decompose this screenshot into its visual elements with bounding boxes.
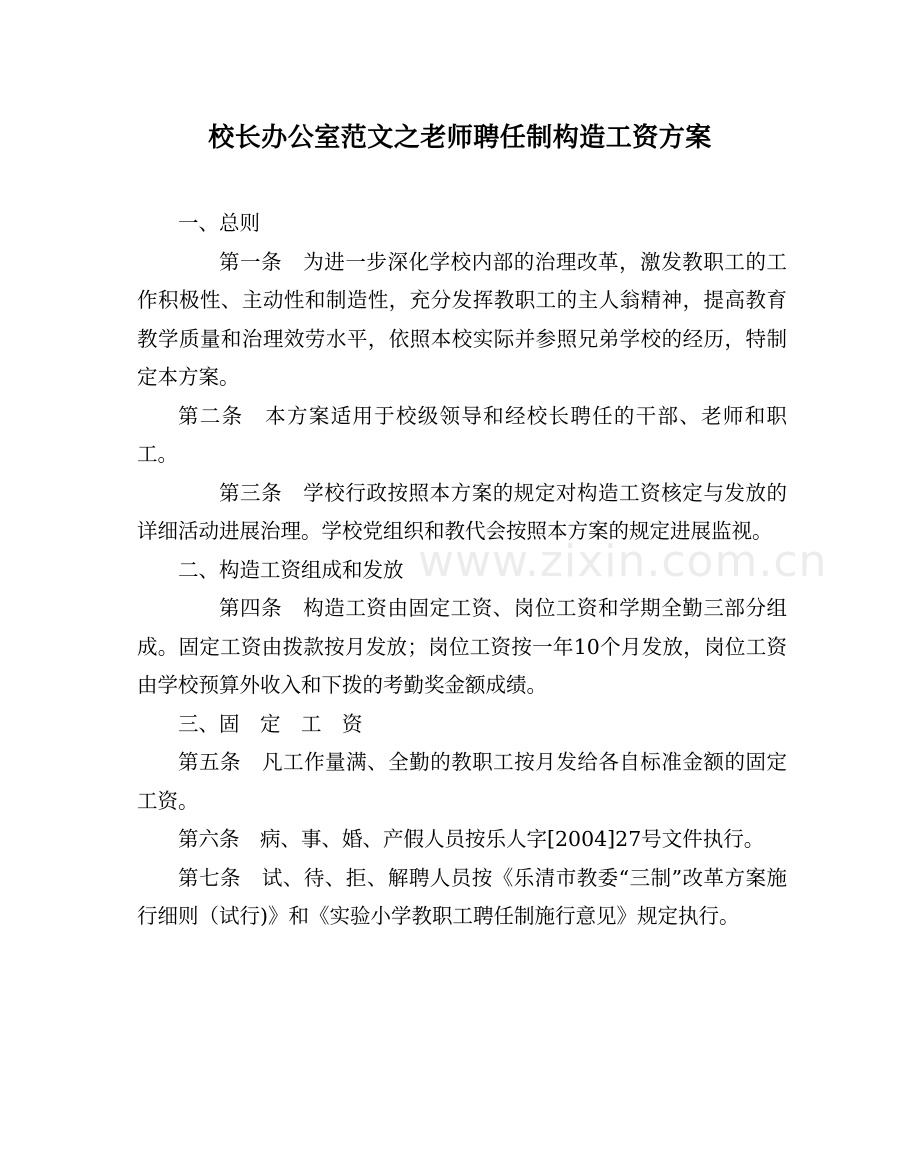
watermark-text: www.zixin.com.cn bbox=[418, 536, 828, 587]
article-7-paragraph: 第七条 试、待、拒、解聘人员按《乐清市教委“三制”改革方案施行细则（试行)》和《实验小学教职工聘任制施行意见》规定执行。 bbox=[137, 865, 787, 928]
section-heading-fixed-salary: 三、固 定 工 资 bbox=[178, 711, 363, 736]
article-4-paragraph: 第四条 构造工资由固定工资、岗位工资和学期全勤三部分组成。固定工资由拨款按月发放；岗位工资按一年10个月发放，岗位工资由学校预算外收入和下拨的考勤奖金额成绩。 bbox=[137, 596, 787, 697]
document-title: 校长办公室范文之老师聘任制构造工资方案 bbox=[208, 123, 712, 153]
article-2-paragraph: 第二条 本方案适用于校级领导和经校长聘任的干部、老师和职工。 bbox=[137, 403, 787, 466]
section-heading-general: 一、总则 bbox=[178, 211, 260, 235]
article-6-paragraph: 第六条 病、事、婚、产假人员按乐人字[2004]27号文件执行。 bbox=[178, 827, 765, 851]
section-heading-structure: 二、构造工资组成和发放 bbox=[178, 557, 404, 582]
document-body bbox=[137, 204, 787, 936]
article-3-paragraph: 第三条 学校行政按照本方案的规定对构造工资核定与发放的详细活动进展治理。学校党组织和教代会按照本方案的规定进展监视。 bbox=[137, 480, 787, 543]
article-1-paragraph: 第一条 为进一步深化学校内部的治理改革，激发教职工的工作积极性、主动性和制造性，充分发挥教职工的主人翁精神，提高教育教学质量和治理效劳水平，依照本校实际并参照兄弟学校的经历，特制定本方案。 bbox=[137, 249, 787, 389]
article-5-paragraph: 第五条 凡工作量满、全勤的教职工按月发给各自标准金额的固定工资。 bbox=[137, 750, 787, 813]
